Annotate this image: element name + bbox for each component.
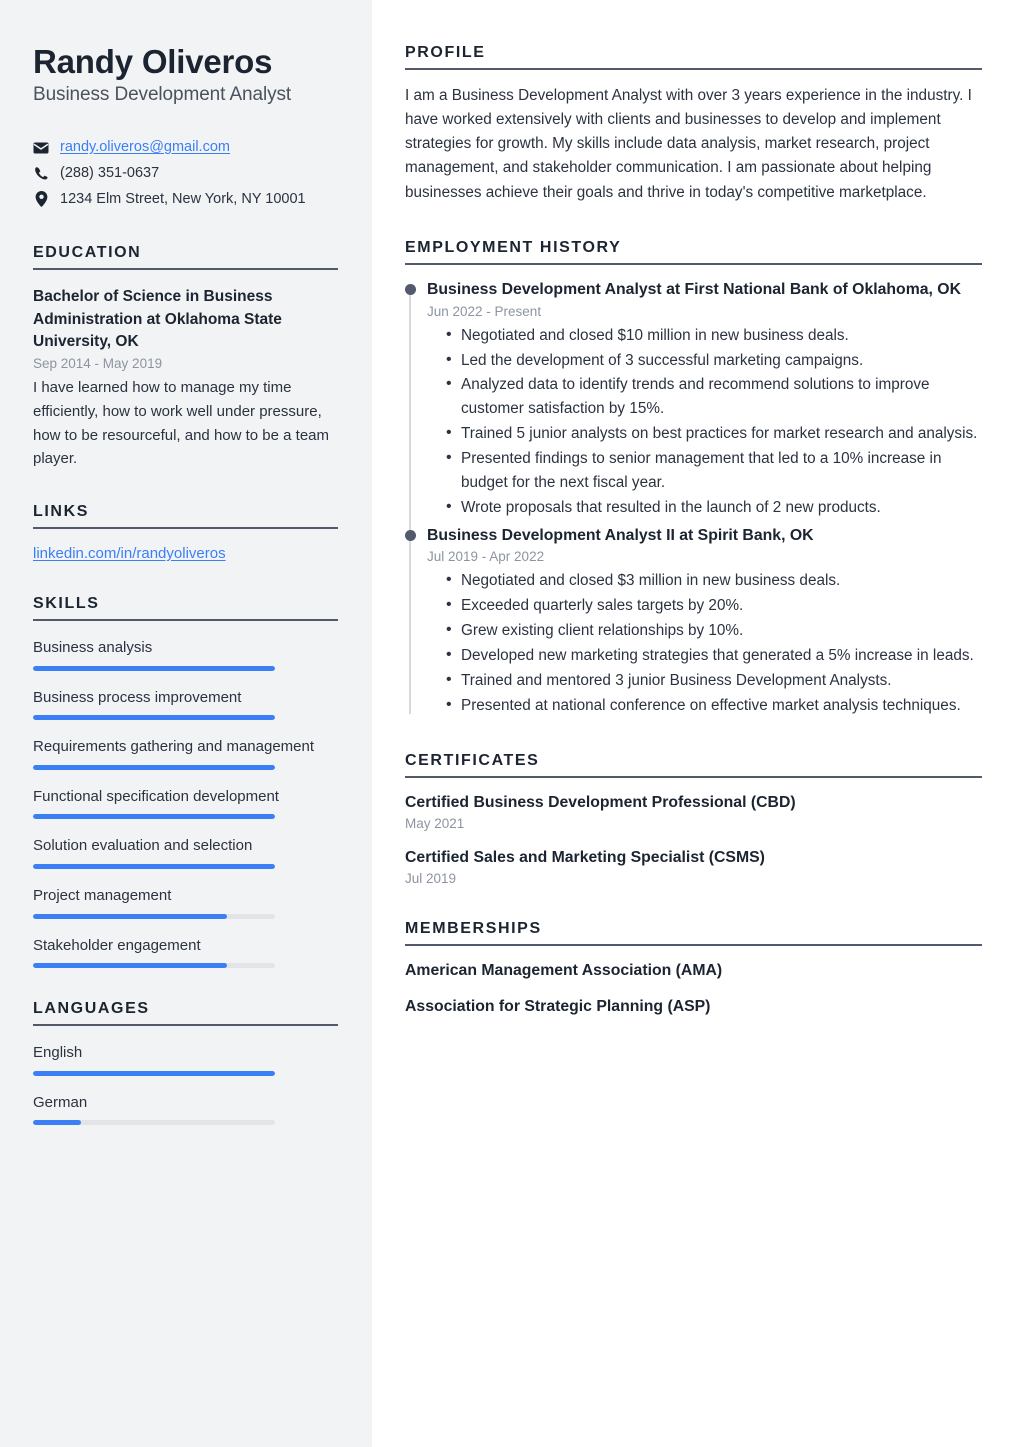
main-column <box>372 0 1024 1447</box>
language-item <box>33 1092 338 1126</box>
certificate-entry <box>405 847 982 886</box>
list-item: • Wrote proposals that resulted in the launch of 2 new products. <box>461 496 982 520</box>
section-divider <box>33 619 338 621</box>
skills-section <box>33 595 338 968</box>
skill-label: Functional specification development <box>33 787 279 805</box>
skill-label: Project management <box>33 887 172 904</box>
employment-dates: Jul 2019 - Apr 2022 <box>427 549 545 565</box>
contact-item-email <box>33 135 338 161</box>
memberships-list <box>405 960 982 1018</box>
skill-item <box>33 935 338 969</box>
page-title: Randy Oliveros <box>33 43 273 80</box>
skill-item <box>33 736 338 770</box>
skill-label: Business analysis <box>33 639 153 657</box>
skill-item <box>33 786 338 820</box>
list-item: • Negotiated and closed $10 million in new business deals. <box>461 324 982 348</box>
timeline-dot-icon <box>405 284 416 295</box>
languages-section <box>33 1000 338 1125</box>
skill-level-bar <box>33 715 275 720</box>
skill-level-bar <box>33 765 275 770</box>
timeline-dot-icon <box>405 530 416 541</box>
skills-list <box>33 637 338 968</box>
section-divider <box>33 527 338 529</box>
language-label: English <box>33 1044 83 1062</box>
section-divider <box>405 944 982 946</box>
skill-level-fill <box>33 914 227 919</box>
memberships-heading: MEMBERSHIPS <box>405 919 542 937</box>
skill-label: Requirements gathering and management <box>33 738 315 756</box>
email-link[interactable]: randy.oliveros@gmail.com <box>60 138 230 155</box>
language-level-fill <box>33 1120 81 1125</box>
skill-level-fill <box>33 666 275 671</box>
skill-item <box>33 637 338 671</box>
skill-level-bar <box>33 963 275 968</box>
skill-label: Business process improvement <box>33 688 242 706</box>
language-level-bar <box>33 1071 275 1076</box>
skill-item <box>33 687 338 721</box>
links-section <box>33 503 338 563</box>
list-item: • Presented findings to senior management that led to a 10% increase in budget for the next fiscal year. <box>461 447 982 495</box>
education-description: I have learned how to manage my time efficiently, how to work well under pressure, how to be resourceful, and how to be a team player. <box>33 379 330 468</box>
profile-section <box>405 44 982 205</box>
links-heading: LINKS <box>33 503 89 521</box>
language-label: German <box>33 1093 88 1111</box>
education-degree: Bachelor of Science in Business Administration at Oklahoma State University, OK <box>33 288 282 350</box>
employment-bullet-list <box>427 324 982 520</box>
skill-label: Stakeholder engagement <box>33 936 201 954</box>
certificate-entry <box>405 792 982 831</box>
links-list <box>33 545 338 563</box>
list-item: • Trained 5 junior analysts on best practices for market research and analysis. <box>461 422 982 446</box>
phone-icon <box>33 166 49 181</box>
list-item: • Exceeded quarterly sales targets by 20%. <box>461 594 982 618</box>
language-level-fill <box>33 1071 275 1076</box>
language-item <box>33 1042 338 1076</box>
memberships-section <box>405 920 982 1018</box>
skill-level-bar <box>33 864 275 869</box>
education-heading: EDUCATION <box>33 244 142 262</box>
skill-label: Solution evaluation and selection <box>33 837 253 855</box>
envelope-icon <box>33 142 49 154</box>
contact-list <box>33 135 338 212</box>
section-divider <box>405 776 982 778</box>
skill-item <box>33 885 338 919</box>
location-pin-icon <box>33 191 49 207</box>
section-divider <box>405 68 982 70</box>
employment-entry <box>427 279 982 520</box>
skill-level-fill <box>33 963 227 968</box>
skill-item <box>33 835 338 869</box>
certificates-list <box>405 792 982 886</box>
skill-level-fill <box>33 715 275 720</box>
certificate-date: May 2021 <box>405 815 465 831</box>
list-item: • Led the development of 3 successful marketing campaigns. <box>461 349 982 373</box>
contact-item-address <box>33 187 338 213</box>
phone-number: (288) 351-0637 <box>60 164 160 181</box>
education-dates: Sep 2014 - May 2019 <box>33 356 163 372</box>
language-level-bar <box>33 1120 275 1125</box>
identity-block <box>33 44 338 106</box>
skill-level-bar <box>33 814 275 819</box>
section-divider <box>405 263 982 265</box>
certificates-heading: CERTIFICATES <box>405 751 540 769</box>
employment-timeline <box>405 279 982 718</box>
education-entry <box>33 286 338 471</box>
employment-history-heading: EMPLOYMENT HISTORY <box>405 238 622 256</box>
certificate-title: Certified Sales and Marketing Specialist (CSMS) <box>405 848 765 866</box>
section-divider <box>33 268 338 270</box>
skill-level-fill <box>33 765 275 770</box>
list-item: • Trained and mentored 3 junior Business Development Analysts. <box>461 669 982 693</box>
list-item: • Presented at national conference on effective market analysis techniques. <box>461 694 982 718</box>
job-title-subtitle: Business Development Analyst <box>33 83 292 105</box>
skills-heading: SKILLS <box>33 595 100 613</box>
employment-history-section <box>405 239 982 718</box>
skill-level-bar <box>33 666 275 671</box>
certificate-date: Jul 2019 <box>405 870 457 886</box>
membership-item: Association for Strategic Planning (ASP) <box>405 997 711 1015</box>
languages-heading: LANGUAGES <box>33 1000 150 1018</box>
contact-item-phone <box>33 161 338 187</box>
linkedin-link[interactable]: linkedin.com/in/randyoliveros <box>33 545 226 563</box>
languages-list <box>33 1042 338 1125</box>
profile-text: I am a Business Development Analyst with over 3 years experience in the industry. I have worked extensively with clients and businesses to develop and implement strategies for growth. My skills include data analysis, market research, project management, and stakeholder communication. I am passionate about helping businesses achieve their goals and thrive in today's competitive marketplace. <box>405 87 972 201</box>
profile-heading: PROFILE <box>405 44 486 61</box>
skill-level-fill <box>33 814 275 819</box>
list-item <box>33 545 338 563</box>
list-item: • Developed new marketing strategies that generated a 5% increase in leads. <box>461 644 982 668</box>
section-divider <box>33 1024 338 1026</box>
skill-level-bar <box>33 914 275 919</box>
employment-title: Business Development Analyst II at Spirit Bank, OK <box>427 526 814 544</box>
certificates-section <box>405 752 982 886</box>
list-item: • Analyzed data to identify trends and recommend solutions to improve customer satisfaction by 15%. <box>461 373 982 421</box>
employment-bullet-list <box>427 569 982 717</box>
employment-dates: Jun 2022 - Present <box>427 303 542 319</box>
employment-title: Business Development Analyst at First National Bank of Oklahoma, OK <box>427 280 962 298</box>
sidebar <box>0 0 372 1447</box>
certificate-title: Certified Business Development Professional (CBD) <box>405 793 796 811</box>
skill-level-fill <box>33 864 275 869</box>
address-text: 1234 Elm Street, New York, NY 10001 <box>60 190 306 207</box>
employment-entry <box>427 525 982 718</box>
list-item: • Negotiated and closed $3 million in new business deals. <box>461 569 982 593</box>
membership-item: American Management Association (AMA) <box>405 961 723 979</box>
education-section <box>33 244 338 471</box>
list-item: • Grew existing client relationships by 10%. <box>461 619 982 643</box>
